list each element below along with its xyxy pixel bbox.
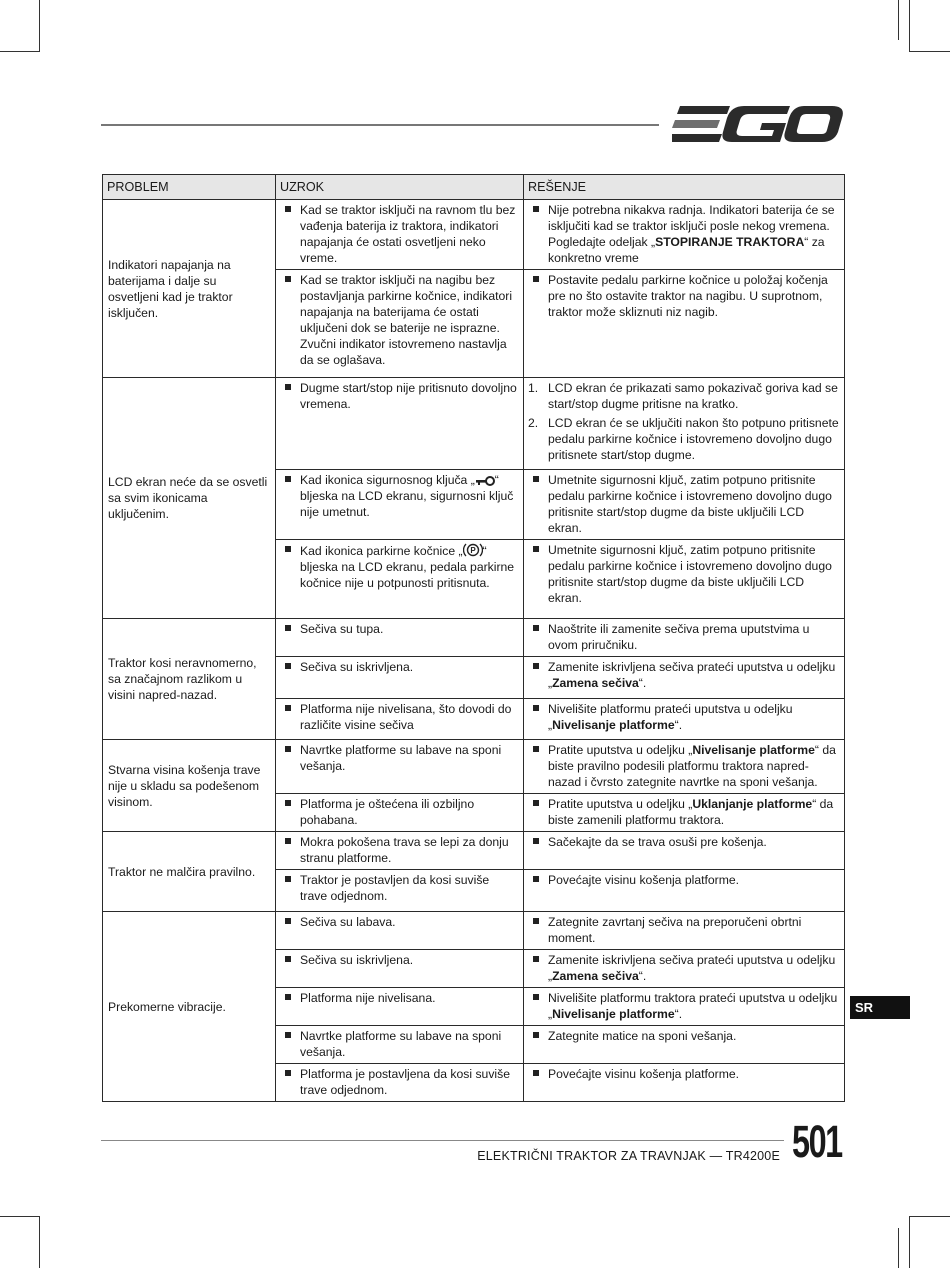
cause-text: Navrtke platforme su labave na sponi vešanja. — [280, 742, 519, 774]
solution-cell — [524, 740, 845, 794]
problem-cell: Indikatori napajanja na baterijama i dalje su osvetljeni kad je traktor isključen. — [103, 200, 276, 378]
crop-mark — [898, 0, 899, 40]
solution-text: Zamenite iskrivljena sečiva prateći uputstva u odeljku „Zamena sečiva“. — [528, 952, 840, 984]
crop-mark — [909, 51, 950, 52]
solution-cell — [524, 1026, 845, 1064]
language-tab: SR — [850, 996, 910, 1019]
crop-mark — [39, 0, 40, 52]
solution-text: Postavite pedalu parkirne kočnice u položaj kočenja pre no što ostavite traktor na nagibu. U suprotnom, traktor može skliznuti niz nagib. — [528, 272, 840, 320]
cause-cell — [276, 740, 524, 794]
solution-cell — [524, 988, 845, 1026]
header-rule — [101, 124, 659, 126]
solution-text: Nivelišite platformu prateći uputstva u odeljku „Nivelisanje platforme“. — [528, 701, 840, 733]
solution-text: Umetnite sigurnosni ključ, zatim potpuno pritisnite pedalu parkirne kočnice i istovremeno dovoljno dugo pritisnite start/stop dugme da biste uključili LCD ekran. — [528, 472, 840, 536]
problem-cell: Stvarna visina košenja trave nije u skladu sa podešenom visinom. — [103, 740, 276, 832]
solution-cell — [524, 619, 845, 657]
cause-text: Navrtke platforme su labave na sponi vešanja. — [280, 1028, 519, 1060]
table-row — [103, 378, 845, 470]
crop-mark — [909, 0, 910, 52]
table-row — [103, 619, 845, 657]
header-cause: UZROK — [276, 175, 524, 200]
cause-text: Kad ikonica sigurnosnog ključa „ “ bljeska na LCD ekranu, sigurnosni ključ nije umetnut. — [280, 472, 519, 520]
solution-text: Pratite uputstva u odeljku „Nivelisanje platforme“ da biste pravilno podesili platformu traktora napred-nazad i čvrsto zategnite navrtke na sponi vešanja. — [528, 742, 840, 790]
cause-cell — [276, 270, 524, 378]
cause-cell — [276, 1026, 524, 1064]
cause-text: Kad se traktor isključi na nagibu bez postavljanja parkirne kočnice, indikatori napajanja na baterijama će ostati uključeni dok se baterije ne isprazne. Zvučni indikator istovremeno nastavlja da se oglašava. — [280, 272, 519, 368]
cause-cell — [276, 988, 524, 1026]
solution-text: Povećajte visinu košenja platforme. — [528, 872, 840, 888]
cause-cell — [276, 619, 524, 657]
solution-cell — [524, 870, 845, 912]
solution-text: Zamenite iskrivljena sečiva prateći uputstva u odeljku „Zamena sečiva“. — [528, 659, 840, 691]
cause-text: Platforma je oštećena ili ozbiljno pohabana. — [280, 796, 519, 828]
cause-cell — [276, 378, 524, 470]
svg-text:P: P — [469, 546, 476, 555]
problem-cell: Traktor ne malčira pravilno. — [103, 832, 276, 912]
header-problem: PROBLEM — [103, 175, 276, 200]
crop-mark — [0, 51, 40, 52]
cause-text: Dugme start/stop nije pritisnuto dovoljno vremena. — [280, 380, 519, 412]
cause-text: Sečiva su tupa. — [280, 621, 519, 637]
cause-cell — [276, 912, 524, 950]
cause-text: Kad se traktor isključi na ravnom tlu bez vađenja baterija iz traktora, indikatori napajanja će ostati osvetljeni neko vreme. — [280, 202, 519, 266]
cause-text: Sečiva su labava. — [280, 914, 519, 930]
header-solution: REŠENJE — [524, 175, 845, 200]
cause-cell — [276, 1064, 524, 1102]
crop-mark — [39, 1216, 40, 1268]
table-row — [103, 912, 845, 950]
cause-text: Sečiva su iskrivljena. — [280, 659, 519, 675]
problem-cell: LCD ekran neće da se osvetli sa svim ikonicama uključenim. — [103, 378, 276, 619]
footer-rule — [101, 1140, 784, 1141]
cause-cell — [276, 657, 524, 699]
cause-text: Platforma nije nivelisana, što dovodi do različite visine sečiva — [280, 701, 519, 733]
cause-cell — [276, 794, 524, 832]
solution-cell — [524, 912, 845, 950]
cause-cell — [276, 470, 524, 540]
solution-cell — [524, 794, 845, 832]
ego-logo — [672, 100, 844, 148]
solution-text: Pratite uputstva u odeljku „Uklanjanje platforme“ da biste zamenili platformu traktora. — [528, 796, 840, 828]
solution-cell — [524, 270, 845, 378]
solution-cell — [524, 832, 845, 870]
cause-cell — [276, 699, 524, 740]
solution-cell — [524, 200, 845, 270]
solution-text: Nivelišite platformu traktora prateći uputstva u odeljku „Nivelisanje platforme“. — [528, 990, 840, 1022]
solution-cell — [524, 657, 845, 699]
cause-text: Kad ikonica parkirne kočnice „ P “ bljeska na LCD ekranu, pedala parkirne kočnice nije u potpunosti pritisnuta. — [280, 542, 519, 591]
table-header-row — [103, 175, 845, 200]
crop-mark — [909, 1216, 950, 1217]
crop-mark — [0, 1216, 40, 1217]
footer-title: ELEKTRIČNI TRAKTOR ZA TRAVNJAK — TR4200E — [477, 1149, 780, 1163]
problem-cell: Prekomerne vibracije. — [103, 912, 276, 1102]
parking-brake-icon — [463, 542, 483, 558]
numbered-item: 1. LCD ekran će prikazati samo pokazivač goriva kad se start/stop dugme pritisne na kratko. — [528, 381, 838, 411]
cause-cell — [276, 870, 524, 912]
solution-cell — [524, 378, 845, 470]
cause-text: Platforma nije nivelisana. — [280, 990, 519, 1006]
cause-text: Platforma je postavljena da kosi suviše trave odjednom. — [280, 1066, 519, 1098]
table-row — [103, 832, 845, 870]
cause-cell — [276, 950, 524, 988]
crop-mark — [898, 1228, 899, 1268]
solution-text: Povećajte visinu košenja platforme. — [528, 1066, 840, 1082]
crop-mark — [909, 1216, 910, 1268]
solution-text: Zategnite zavrtanj sečiva na preporučeni obrtni moment. — [528, 914, 840, 946]
numbered-item: 2. LCD ekran će se uključiti nakon što potpuno pritisnete pedalu parkirne kočnice i istovremeno dovoljno dugo pritisnete start/stop dugme. — [528, 416, 839, 462]
solution-text: Umetnite sigurnosni ključ, zatim potpuno pritisnite pedalu parkirne kočnice i istovremeno dovoljno dugo pritisnite start/stop dugme da biste uključili LCD ekran. — [528, 542, 840, 606]
solution-text: Nije potrebna nikakva radnja. Indikatori baterija će se isključiti kad se traktor isključi posle nekog vremena. Pogledajte odeljak „STOPIRANJE TRAKTORA“ za konkretno vreme — [528, 202, 840, 266]
cause-text: Sečiva su iskrivljena. — [280, 952, 519, 968]
troubleshooting-table — [102, 174, 845, 1102]
solution-cell — [524, 950, 845, 988]
solution-text: Naoštrite ili zamenite sečiva prema uputstvima u ovom priručniku. — [528, 621, 840, 653]
table-row — [103, 740, 845, 794]
solution-text: Sačekajte da se trava osuši pre košenja. — [528, 834, 840, 850]
solution-cell — [524, 1064, 845, 1102]
solution-cell — [524, 699, 845, 740]
page-number: 501 — [792, 1116, 842, 1167]
problem-cell: Traktor kosi neravnomerno, sa značajnom razlikom u visini napred-nazad. — [103, 619, 276, 740]
table-row — [103, 200, 845, 270]
cause-text: Mokra pokošena trava se lepi za donju stranu platforme. — [280, 834, 519, 866]
cause-text: Traktor je postavljen da kosi suviše trave odjednom. — [280, 872, 519, 904]
solution-cell — [524, 540, 845, 619]
cause-cell — [276, 200, 524, 270]
cause-cell — [276, 540, 524, 619]
cause-cell — [276, 832, 524, 870]
key-icon — [475, 475, 495, 487]
solution-cell — [524, 470, 845, 540]
solution-text: Zategnite matice na sponi vešanja. — [528, 1028, 840, 1044]
